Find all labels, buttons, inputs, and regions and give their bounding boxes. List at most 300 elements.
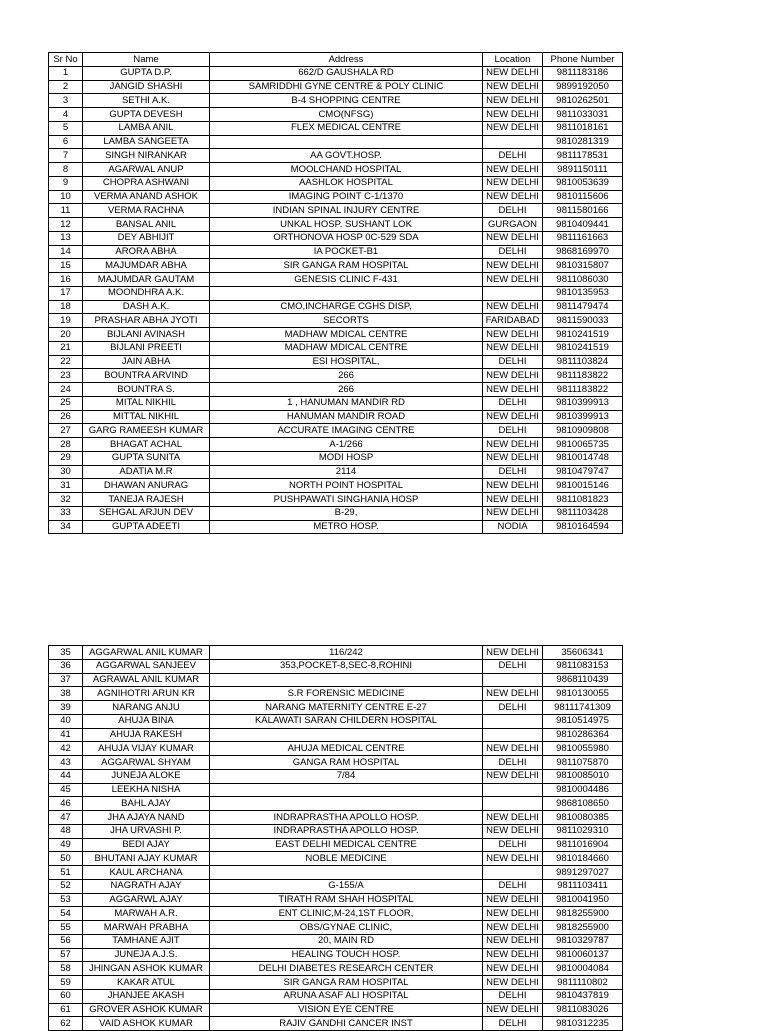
cell-location: DELHI (483, 838, 543, 852)
cell-name: JHINGAN ASHOK KUMAR (83, 962, 210, 976)
cell-name: GUPTA ADEETI (83, 520, 210, 534)
cell-name: BHUTANI AJAY KUMAR (83, 852, 210, 866)
cell-location: NEW DELHI (483, 341, 543, 355)
cell-sr-no: 7 (49, 149, 83, 163)
cell-sr-no: 36 (49, 659, 83, 673)
table-row (49, 341, 623, 355)
cell-location: DELHI (483, 989, 543, 1003)
cell-name: BHAGAT ACHAL (83, 438, 210, 452)
cell-phone-number: 9811183186 (543, 66, 623, 80)
cell-phone-number: 9810241519 (543, 328, 623, 342)
cell-sr-no: 5 (49, 121, 83, 135)
cell-name: VERMA RACHNA (83, 204, 210, 218)
cell-name: AGGARWL AJAY (83, 893, 210, 907)
cell-location: NEW DELHI (483, 259, 543, 273)
cell-phone-number: 9810014748 (543, 451, 623, 465)
cell-address: 7/84 (210, 769, 483, 783)
cell-name: AGGARWAL ANIL KUMAR (83, 646, 210, 660)
cell-address: CMO,INCHARGE CGHS DISP, (210, 300, 483, 314)
cell-name: LAMBA SANGEETA (83, 135, 210, 149)
cell-phone-number: 9811103824 (543, 355, 623, 369)
cell-sr-no: 8 (49, 163, 83, 177)
cell-name: SETHI A.K. (83, 94, 210, 108)
cell-address: SAMRIDDHI GYNE CENTRE & POLY CLINIC (210, 80, 483, 94)
table-row (49, 948, 623, 962)
cell-phone-number: 9811083153 (543, 659, 623, 673)
cell-sr-no: 22 (49, 355, 83, 369)
table-row (49, 300, 623, 314)
cell-location: NEW DELHI (483, 300, 543, 314)
table-row (49, 921, 623, 935)
cell-address: FLEX MEDICAL CENTRE (210, 121, 483, 135)
cell-name: NAGRATH AJAY (83, 879, 210, 893)
cell-address: VISION EYE CENTRE (210, 1003, 483, 1017)
cell-location: NEW DELHI (483, 163, 543, 177)
cell-phone-number: 9868169970 (543, 245, 623, 259)
table-row (49, 659, 623, 673)
cell-phone-number: 9891150111 (543, 163, 623, 177)
table-row (49, 728, 623, 742)
cell-location: NEW DELHI (483, 811, 543, 825)
cell-location: DELHI (483, 149, 543, 163)
cell-location: NEW DELHI (483, 893, 543, 907)
cell-location: NEW DELHI (483, 176, 543, 190)
cell-sr-no: 19 (49, 314, 83, 328)
contacts-table-2 (48, 645, 623, 1031)
cell-phone-number: 35606341 (543, 646, 623, 660)
cell-location: NEW DELHI (483, 646, 543, 660)
cell-phone-number: 9811075870 (543, 756, 623, 770)
cell-sr-no: 45 (49, 783, 83, 797)
cell-sr-no: 6 (49, 135, 83, 149)
cell-address: TIRATH RAM SHAH HOSPITAL (210, 893, 483, 907)
cell-phone-number: 9810315807 (543, 259, 623, 273)
cell-phone-number: 9811183822 (543, 369, 623, 383)
cell-address: KALAWATI SARAN CHILDERN HOSPITAL (210, 714, 483, 728)
cell-address: B-4 SHOPPING CENTRE (210, 94, 483, 108)
cell-location: NEW DELHI (483, 948, 543, 962)
cell-sr-no: 18 (49, 300, 83, 314)
table-row (49, 355, 623, 369)
cell-name: JHA AJAYA NAND (83, 811, 210, 825)
cell-phone-number: 9818255900 (543, 921, 623, 935)
cell-location (483, 286, 543, 300)
table-row (49, 328, 623, 342)
cell-phone-number: 9810184660 (543, 852, 623, 866)
cell-location: NEW DELHI (483, 94, 543, 108)
cell-phone-number: 9810312235 (543, 1017, 623, 1031)
cell-address (210, 866, 483, 880)
cell-address: DELHI DIABETES RESEARCH CENTER (210, 962, 483, 976)
cell-name: DASH A.K. (83, 300, 210, 314)
table-row (49, 879, 623, 893)
cell-sr-no: 4 (49, 108, 83, 122)
cell-address: MOOLCHAND HOSPITAL (210, 163, 483, 177)
cell-sr-no: 9 (49, 176, 83, 190)
cell-phone-number: 9810437819 (543, 989, 623, 1003)
cell-sr-no: 55 (49, 921, 83, 935)
cell-phone-number: 9810399913 (543, 410, 623, 424)
table-row (49, 824, 623, 838)
cell-name: JHA URVASHI P. (83, 824, 210, 838)
cell-address: 266 (210, 383, 483, 397)
table-row (49, 1003, 623, 1017)
cell-location: NEW DELHI (483, 273, 543, 287)
cell-sr-no: 14 (49, 245, 83, 259)
cell-phone-number: 9810135953 (543, 286, 623, 300)
table-row (49, 687, 623, 701)
cell-phone-number: 9810015146 (543, 479, 623, 493)
cell-name: BANSAL ANIL (83, 218, 210, 232)
cell-name: AHUJA RAKESH (83, 728, 210, 742)
cell-name: JUNEJA ALOKE (83, 769, 210, 783)
cell-address: ARUNA ASAF ALI HOSPITAL (210, 989, 483, 1003)
cell-phone-number: 9810399913 (543, 396, 623, 410)
cell-address: ORTHONOVA HOSP 0C-529 SDA (210, 231, 483, 245)
cell-name: BEDI AJAY (83, 838, 210, 852)
cell-address: 20, MAIN RD (210, 934, 483, 948)
cell-name: BOUNTRA S. (83, 383, 210, 397)
table-row (49, 80, 623, 94)
cell-sr-no: 23 (49, 369, 83, 383)
cell-sr-no: 2 (49, 80, 83, 94)
table-row (49, 204, 623, 218)
cell-phone-number: 9891297027 (543, 866, 623, 880)
header-address: Address (210, 53, 483, 67)
cell-phone-number: 9810262501 (543, 94, 623, 108)
cell-name: TANEJA RAJESH (83, 493, 210, 507)
cell-name: PRASHAR ABHA JYOTI (83, 314, 210, 328)
table-row (49, 811, 623, 825)
cell-location: NODIA (483, 520, 543, 534)
cell-location: NEW DELHI (483, 80, 543, 94)
table-row (49, 797, 623, 811)
header-phone-number: Phone Number (543, 53, 623, 67)
cell-name: AGRAWAL ANIL KUMAR (83, 673, 210, 687)
cell-sr-no: 59 (49, 976, 83, 990)
cell-address: HANUMAN MANDIR ROAD (210, 410, 483, 424)
cell-address (210, 135, 483, 149)
cell-name: DHAWAN ANURAG (83, 479, 210, 493)
table-row (49, 314, 623, 328)
cell-phone-number: 9810053639 (543, 176, 623, 190)
cell-sr-no: 33 (49, 506, 83, 520)
cell-name: MARWAH A.R. (83, 907, 210, 921)
cell-phone-number: 9810281319 (543, 135, 623, 149)
cell-address: SIR GANGA RAM HOSPITAL (210, 976, 483, 990)
cell-location (483, 714, 543, 728)
cell-phone-number: 9811590033 (543, 314, 623, 328)
cell-sr-no: 52 (49, 879, 83, 893)
cell-phone-number: 9811081823 (543, 493, 623, 507)
cell-name: VERMA ANAND ASHOK (83, 190, 210, 204)
cell-phone-number: 9810241519 (543, 341, 623, 355)
cell-address: ACCURATE IMAGING CENTRE (210, 424, 483, 438)
cell-address: EAST DELHI MEDICAL CENTRE (210, 838, 483, 852)
cell-phone-number: 9811479474 (543, 300, 623, 314)
cell-name: AGGARWAL SHYAM (83, 756, 210, 770)
table-row (49, 245, 623, 259)
cell-sr-no: 53 (49, 893, 83, 907)
cell-sr-no: 61 (49, 1003, 83, 1017)
cell-sr-no: 30 (49, 465, 83, 479)
table-row (49, 218, 623, 232)
cell-address: CMO(NFSG) (210, 108, 483, 122)
cell-sr-no: 56 (49, 934, 83, 948)
cell-location: NEW DELHI (483, 438, 543, 452)
cell-address (210, 673, 483, 687)
header-location: Location (483, 53, 543, 67)
cell-name: JANGID SHASHI (83, 80, 210, 94)
cell-phone-number: 9810004084 (543, 962, 623, 976)
cell-sr-no: 38 (49, 687, 83, 701)
cell-phone-number: 9810065735 (543, 438, 623, 452)
cell-sr-no: 12 (49, 218, 83, 232)
cell-sr-no: 46 (49, 797, 83, 811)
table-row (49, 190, 623, 204)
cell-phone-number: 9811103428 (543, 506, 623, 520)
table-row (49, 273, 623, 287)
cell-sr-no: 13 (49, 231, 83, 245)
table-row (49, 94, 623, 108)
cell-phone-number: 9811016904 (543, 838, 623, 852)
cell-sr-no: 49 (49, 838, 83, 852)
cell-phone-number: 9810041950 (543, 893, 623, 907)
cell-address: B-29, (210, 506, 483, 520)
cell-name: MARWAH PRABHA (83, 921, 210, 935)
table-row (49, 465, 623, 479)
cell-location: DELHI (483, 424, 543, 438)
cell-location: NEW DELHI (483, 231, 543, 245)
table-row (49, 121, 623, 135)
cell-location: NEW DELHI (483, 687, 543, 701)
cell-address: A-1/266 (210, 438, 483, 452)
cell-location: GURGAON (483, 218, 543, 232)
table-row (49, 714, 623, 728)
cell-phone-number: 9810004486 (543, 783, 623, 797)
table-row (49, 673, 623, 687)
cell-sr-no: 17 (49, 286, 83, 300)
cell-address: 266 (210, 369, 483, 383)
cell-location: DELHI (483, 1017, 543, 1031)
cell-name: AGARWAL ANUP (83, 163, 210, 177)
cell-location: NEW DELHI (483, 190, 543, 204)
cell-address: 116/242 (210, 646, 483, 660)
cell-location: NEW DELHI (483, 493, 543, 507)
cell-phone-number: 98111741309 (543, 701, 623, 715)
cell-phone-number: 9810329787 (543, 934, 623, 948)
cell-sr-no: 48 (49, 824, 83, 838)
cell-sr-no: 28 (49, 438, 83, 452)
cell-name: NARANG ANJU (83, 701, 210, 715)
cell-address (210, 286, 483, 300)
cell-phone-number: 9810286364 (543, 728, 623, 742)
cell-name: BIJLANI PREETI (83, 341, 210, 355)
cell-name: AHUJA VIJAY KUMAR (83, 742, 210, 756)
table-row (49, 369, 623, 383)
cell-sr-no: 24 (49, 383, 83, 397)
cell-address: 1 , HANUMAN MANDIR RD (210, 396, 483, 410)
cell-location: NEW DELHI (483, 921, 543, 935)
table-row (49, 396, 623, 410)
cell-location: DELHI (483, 204, 543, 218)
cell-phone-number: 9810130055 (543, 687, 623, 701)
cell-sr-no: 42 (49, 742, 83, 756)
cell-phone-number: 9811018161 (543, 121, 623, 135)
table-row (49, 506, 623, 520)
cell-location: NEW DELHI (483, 506, 543, 520)
cell-address: INDIAN SPINAL INJURY CENTRE (210, 204, 483, 218)
cell-location (483, 673, 543, 687)
cell-location: NEW DELHI (483, 383, 543, 397)
cell-name: SEHGAL ARJUN DEV (83, 506, 210, 520)
header-name: Name (83, 53, 210, 67)
cell-phone-number: 9811580166 (543, 204, 623, 218)
cell-location: NEW DELHI (483, 328, 543, 342)
cell-sr-no: 21 (49, 341, 83, 355)
table-row (49, 231, 623, 245)
cell-name: JUNEJA A.J.S. (83, 948, 210, 962)
cell-phone-number: 9811103411 (543, 879, 623, 893)
table-row (49, 176, 623, 190)
cell-address: AHUJA MEDICAL CENTRE (210, 742, 483, 756)
table-row (49, 934, 623, 948)
cell-sr-no: 10 (49, 190, 83, 204)
cell-address: S.R FORENSIC MEDICINE (210, 687, 483, 701)
cell-phone-number: 9810115606 (543, 190, 623, 204)
cell-address: MODI HOSP (210, 451, 483, 465)
cell-name: AGGARWAL SANJEEV (83, 659, 210, 673)
cell-name: BOUNTRA ARVIND (83, 369, 210, 383)
cell-phone-number: 9810060137 (543, 948, 623, 962)
cell-location (483, 783, 543, 797)
cell-name: CHOPRA ASHWANI (83, 176, 210, 190)
cell-address: METRO HOSP. (210, 520, 483, 534)
table-row (49, 163, 623, 177)
cell-name: ARORA ABHA (83, 245, 210, 259)
cell-location (483, 797, 543, 811)
cell-sr-no: 15 (49, 259, 83, 273)
cell-phone-number: 9810479747 (543, 465, 623, 479)
cell-sr-no: 60 (49, 989, 83, 1003)
cell-name: SINGH NIRANKAR (83, 149, 210, 163)
cell-location: DELHI (483, 756, 543, 770)
cell-sr-no: 1 (49, 66, 83, 80)
cell-sr-no: 11 (49, 204, 83, 218)
cell-address: INDRAPRASTHA APOLLO HOSP. (210, 811, 483, 825)
cell-name: DEY ABHIJIT (83, 231, 210, 245)
cell-name: GARG RAMEESH KUMAR (83, 424, 210, 438)
cell-sr-no: 43 (49, 756, 83, 770)
cell-name: BAHL AJAY (83, 797, 210, 811)
cell-name: VAID ASHOK KUMAR (83, 1017, 210, 1031)
cell-name: JHANJEE AKASH (83, 989, 210, 1003)
header-row (49, 53, 623, 67)
cell-name: GUPTA DEVESH (83, 108, 210, 122)
table-row (49, 451, 623, 465)
cell-name: MAJUMDAR GAUTAM (83, 273, 210, 287)
cell-sr-no: 47 (49, 811, 83, 825)
cell-location (483, 728, 543, 742)
cell-name: MAJUMDAR ABHA (83, 259, 210, 273)
cell-name: MOONDHRA A.K. (83, 286, 210, 300)
cell-location: NEW DELHI (483, 907, 543, 921)
cell-sr-no: 44 (49, 769, 83, 783)
cell-address: GANGA RAM HOSPITAL (210, 756, 483, 770)
cell-sr-no: 3 (49, 94, 83, 108)
header-sr-no: Sr No (49, 53, 83, 67)
table-row (49, 838, 623, 852)
cell-name: AGNIHOTRI ARUN KR (83, 687, 210, 701)
table-row (49, 907, 623, 921)
cell-name: MITAL NIKHIL (83, 396, 210, 410)
table-row (49, 438, 623, 452)
cell-sr-no: 50 (49, 852, 83, 866)
cell-address: MADHAW MDICAL CENTRE (210, 328, 483, 342)
cell-phone-number: 9811086030 (543, 273, 623, 287)
cell-address: PUSHPAWATI SINGHANIA HOSP (210, 493, 483, 507)
cell-address: 2114 (210, 465, 483, 479)
cell-address: AASHLOK HOSPITAL (210, 176, 483, 190)
cell-sr-no: 26 (49, 410, 83, 424)
table-row (49, 866, 623, 880)
cell-phone-number: 9811029310 (543, 824, 623, 838)
cell-address: AA GOVT.HOSP. (210, 149, 483, 163)
cell-location: DELHI (483, 245, 543, 259)
table-row (49, 479, 623, 493)
cell-name: TAMHANE AJIT (83, 934, 210, 948)
cell-sr-no: 29 (49, 451, 83, 465)
cell-phone-number: 9810164594 (543, 520, 623, 534)
table-row (49, 976, 623, 990)
table-row (49, 286, 623, 300)
cell-name: AHUJA BINA (83, 714, 210, 728)
table-row (49, 66, 623, 80)
cell-location: DELHI (483, 879, 543, 893)
cell-name: BIJLANI AVINASH (83, 328, 210, 342)
cell-sr-no: 27 (49, 424, 83, 438)
table-row (49, 493, 623, 507)
cell-address: OBS/GYNAE CLINIC, (210, 921, 483, 935)
table-row (49, 259, 623, 273)
cell-name: LEEKHA NISHA (83, 783, 210, 797)
cell-address: 662/D GAUSHALA RD (210, 66, 483, 80)
cell-sr-no: 25 (49, 396, 83, 410)
cell-location (483, 135, 543, 149)
cell-location: NEW DELHI (483, 66, 543, 80)
contacts-table-1 (48, 52, 623, 534)
cell-location: NEW DELHI (483, 769, 543, 783)
table-row (49, 410, 623, 424)
cell-address (210, 797, 483, 811)
cell-address: 353,POCKET-8,SEC-8,ROHINI (210, 659, 483, 673)
cell-phone-number: 9810085010 (543, 769, 623, 783)
cell-location: NEW DELHI (483, 852, 543, 866)
cell-name: KAUL ARCHANA (83, 866, 210, 880)
cell-address: NORTH POINT HOSPITAL (210, 479, 483, 493)
table-2-body (49, 646, 623, 1031)
cell-sr-no: 31 (49, 479, 83, 493)
cell-sr-no: 41 (49, 728, 83, 742)
cell-phone-number: 9810080385 (543, 811, 623, 825)
cell-address (210, 783, 483, 797)
table-row (49, 383, 623, 397)
cell-name: KAKAR ATUL (83, 976, 210, 990)
cell-location: NEW DELHI (483, 824, 543, 838)
cell-location (483, 866, 543, 880)
table-row (49, 989, 623, 1003)
cell-name: GROVER ASHOK KUMAR (83, 1003, 210, 1017)
